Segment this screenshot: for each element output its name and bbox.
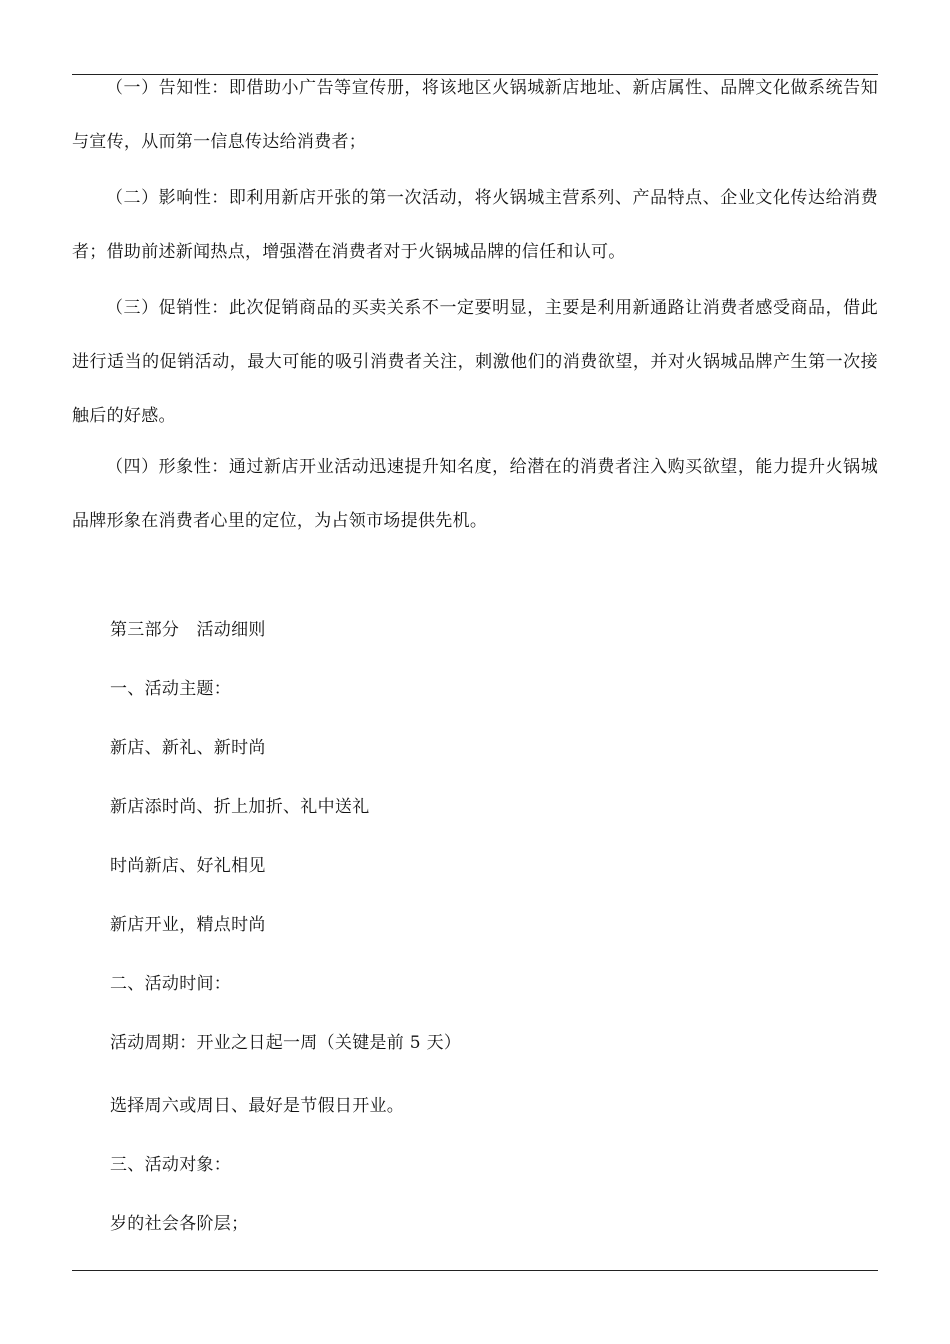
theme-item: 新店开业，精点时尚 [110, 915, 266, 935]
time-heading: 二、活动时间： [110, 974, 232, 994]
time-line: 活动周期：开业之日起一周（关键是前 5 天） [110, 1033, 462, 1053]
time-line: 选择周六或周日、最好是节假日开业。 [110, 1096, 405, 1116]
paragraph-promotion: （三）促销性：此次促销商品的买卖关系不一定要明显，主要是利用新通路让消费者感受商品，借此进行适当的促销活动，最大可能的吸引消费者关注，刺激他们的消费欲望，并对火锅城品牌产生第一次接触后的好感。 [72, 298, 878, 426]
footer-rule [72, 1270, 878, 1271]
paragraph-image: （四）形象性：通过新店开业活动迅速提升知名度，给潜在的消费者注入购买欲望，能力提升火锅城品牌形象在消费者心里的定位，为占领市场提供先机。 [72, 457, 878, 531]
paragraph-notification: （一）告知性：即借助小广告等宣传册，将该地区火锅城新店地址、新店属性、品牌文化做系统告知与宣传，从而第一信息传达给消费者； [72, 78, 878, 152]
theme-heading: 一、活动主题： [110, 679, 232, 699]
paragraph-influence: （二）影响性：即利用新店开张的第一次活动，将火锅城主营系列、产品特点、企业文化传达给消费者；借助前述新闻热点，增强潜在消费者对于火锅城品牌的信任和认可。 [72, 188, 878, 262]
section-heading: 第三部分 活动细则 [110, 620, 266, 640]
target-heading: 三、活动对象： [110, 1155, 232, 1175]
theme-item: 新店添时尚、折上加折、礼中送礼 [110, 797, 370, 817]
theme-item: 新店、新礼、新时尚 [110, 738, 266, 758]
theme-item: 时尚新店、好礼相见 [110, 856, 266, 876]
target-line: 岁的社会各阶层； [110, 1214, 249, 1234]
